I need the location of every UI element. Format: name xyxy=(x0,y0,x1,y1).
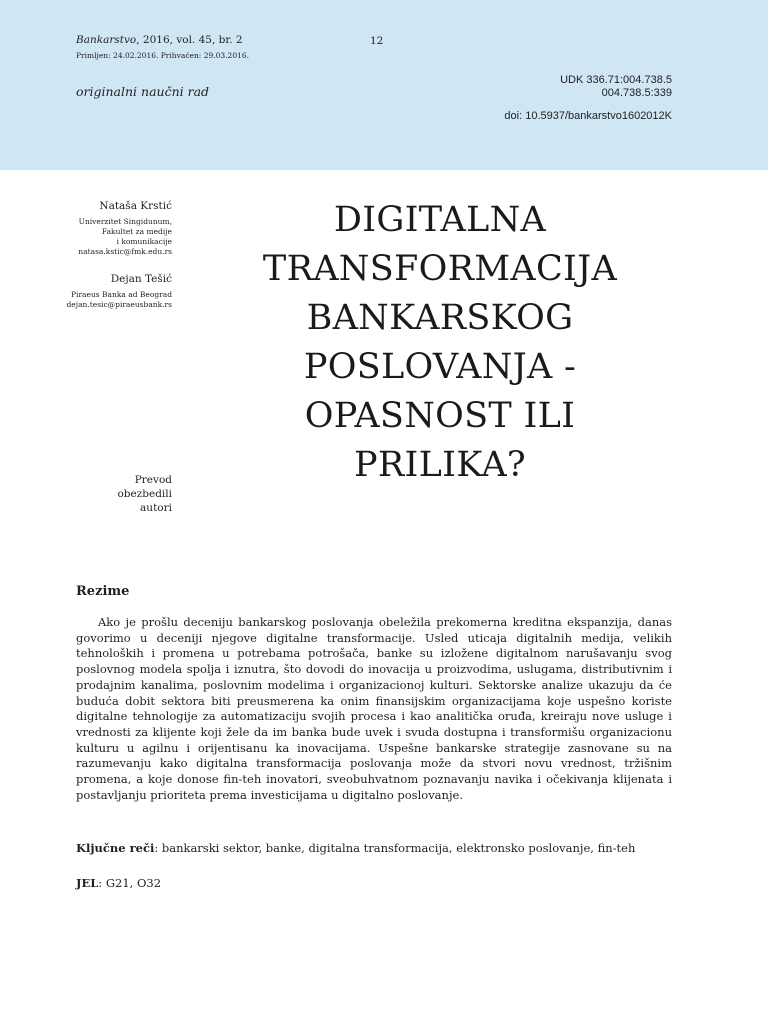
affiliation-line: Univerzitet Singidunum, xyxy=(78,217,172,226)
article-type: originalni naučni rad xyxy=(76,84,210,99)
title-line: TRANSFORMACIJA xyxy=(262,249,618,289)
author-name: Dejan Tešić xyxy=(110,273,172,285)
page-number: 12 xyxy=(370,35,384,47)
jel-text: : G21, O32 xyxy=(98,876,162,890)
author-1 xyxy=(0,200,172,257)
author-email[interactable]: natasa.kstic@fmk.edu.rs xyxy=(78,247,172,256)
title-line: DIGITALNA xyxy=(333,200,547,240)
keywords xyxy=(76,841,696,855)
title-line: OPASNOST ILI xyxy=(304,396,576,436)
translation-line: Prevod xyxy=(134,474,172,486)
doi-link[interactable]: doi: 10.5937/bankarstvo1602012K xyxy=(504,110,672,122)
journal-name: Bankarstvo xyxy=(76,34,137,46)
author-2 xyxy=(0,273,172,310)
udk-classification xyxy=(560,74,672,100)
affiliation-line: Piraeus Banka ad Beograd xyxy=(71,290,172,299)
received-dates: Primljen: 24.02.2016. Prihvaćen: 29.03.2016. xyxy=(76,51,250,60)
title-line: POSLOVANJA - xyxy=(303,347,577,387)
keywords-label: Ključne reči xyxy=(76,841,155,855)
author-affiliation xyxy=(0,290,172,310)
author-affiliation xyxy=(0,217,172,257)
journal-volume: , 2016, vol. 45, br. 2 xyxy=(136,34,243,46)
author-name: Nataša Krstić xyxy=(99,200,172,212)
article-title xyxy=(220,196,660,490)
jel-label: JEL xyxy=(76,876,99,890)
journal-citation xyxy=(76,34,243,46)
udk-line-2: 004.738.5:339 xyxy=(601,87,672,99)
translation-line: obezbedili xyxy=(117,488,172,500)
abstract-text: Ako je prošlu deceniju bankarskog poslovanja obeležila prekomerna kreditna ekspanzija, danas govorimo u deceniji njegove digitalne transformacije. Usled uticaja digitalnih medija, velikih tehnoloških i promena u potrebama potrošača, banke su izložene digitalnom narušavanju svog poslovnog modela spolja i iznutra, što dovodi do inovacija u proizvodima, uslugama, distributivnim i prodajnim kanalima, poslovnim modelima i organizacionoj kulturi. Sektorske analize ukazuju da će buduća dobit sektora biti preusmerena ka onim finansijskim organizacijama koje uspešno koriste digitalne tehnologije za automatizaciju svojih procesa i kao analitička oruđa, kreiraju nove usluge i vrednosti za klijente koji žele da im banka bude uvek i svuda dostupna i transformišu organizacionu kulturu u agilnu i orijentisanu ka inovacijama. Uspešne bankarske strategije zasnovane su na razumevanju kako digitalna transformacija poslovanja može da stvori novu vrednost, tržišnim promena, a koje donose fin-teh inovatori, sveobuhvatnom poznavanju navika i očekivanja klijenata i postavljanju prioriteta prema investicijama u digitalno poslovanje. xyxy=(76,615,672,802)
abstract-heading: Rezime xyxy=(76,584,130,599)
author-email[interactable]: dejan.tesic@piraeusbank.rs xyxy=(66,300,172,309)
translation-note xyxy=(117,473,172,515)
authors-column xyxy=(0,200,172,326)
title-line: PRILIKA? xyxy=(354,445,526,485)
keywords-text: : bankarski sektor, banke, digitalna transformacija, elektronsko poslovanje, fin-teh xyxy=(154,841,636,855)
title-line: BANKARSKOG xyxy=(306,298,574,338)
affiliation-line: i komunikacije xyxy=(116,237,172,246)
translation-line: autori xyxy=(140,502,172,514)
udk-line-1: UDK 336.71:004.738.5 xyxy=(560,74,672,86)
affiliation-line: Fakultet za medije xyxy=(101,227,172,236)
jel-codes xyxy=(76,876,161,890)
